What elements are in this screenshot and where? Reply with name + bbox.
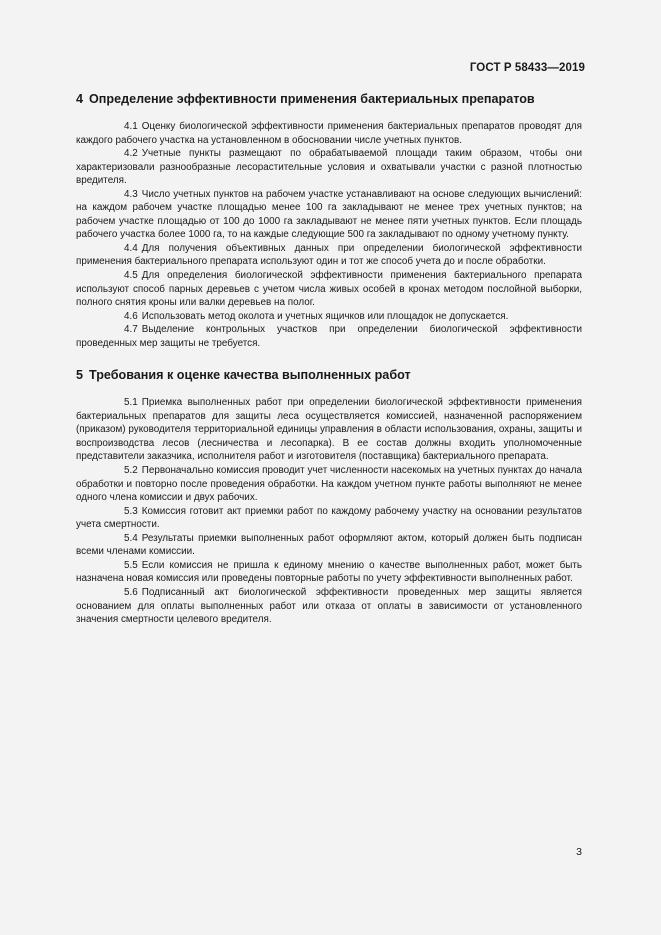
paragraph-text: Использовать метод околота и учетных ящичков или площадок не допускается.	[141, 310, 509, 322]
paragraph-5-3	[76, 505, 582, 532]
section-4	[76, 92, 582, 350]
paragraph-5-6	[76, 586, 582, 627]
paragraph-4-3	[76, 188, 582, 242]
section-title	[76, 368, 582, 382]
paragraph-text: Если комиссия не пришла к единому мнению о качестве выполненных работ, может быть назначена новая комиссия или проведены повторные работы по учету эффективности выполненных работ.	[76, 559, 582, 585]
paragraph-number: 5.3	[124, 505, 138, 517]
document-body	[76, 92, 582, 645]
paragraph-4-6	[76, 310, 582, 324]
paragraph-5-2	[76, 464, 582, 505]
paragraph-number: 5.5	[124, 559, 138, 571]
paragraph-number: 4.4	[124, 242, 138, 254]
section-number: 4	[76, 92, 84, 106]
paragraph-4-2	[76, 147, 582, 188]
section-number: 5	[76, 368, 84, 383]
paragraph-number: 5.6	[124, 586, 138, 598]
paragraph-text: Для получения объективных данных при определении биологической эффективности применения бактериального препарата используют один и тот же способ учета до и после обработки.	[76, 242, 582, 268]
paragraph-4-7	[76, 323, 582, 350]
paragraph-5-5	[76, 559, 582, 586]
paragraph-text: Число учетных пунктов на рабочем участке устанавливают на основе следующих вычислений: на каждом рабочем участке площадью менее 100 га закладывают не менее трех учетных пунктов; на рабочем участке площадью от 100 до 1000 га закладывают не менее пяти учетных пунктов. Если площадь рабочего участка более 1000 га, то на каждые следующие 500 га закладывают по одному учетному пункту.	[76, 188, 582, 241]
paragraph-text: Учетные пункты размещают по обрабатываемой площади таким образом, чтобы они характеризовали разнообразные лесорастительные условия и охватывали участки с разной плотностью вредителя.	[76, 148, 582, 187]
document-standard-header: ГОСТ Р 58433—2019	[469, 62, 585, 74]
paragraph-number: 5.1	[124, 397, 138, 409]
paragraph-number: 4.3	[124, 188, 138, 200]
section-title	[76, 92, 582, 106]
paragraph-number: 5.2	[124, 465, 138, 477]
page-number: 3	[576, 846, 582, 858]
paragraph-text: Результаты приемки выполненных работ оформляют актом, который должен быть подписан всеми членами комиссии.	[76, 532, 582, 558]
paragraph-4-1	[76, 120, 582, 147]
paragraph-number: 4.2	[124, 148, 138, 160]
paragraph-text: Комиссия готовит акт приемки работ по каждому рабочему участку на основании результатов учета смертности.	[76, 505, 582, 531]
paragraph-text: Для определения биологической эффективности применения бактериального препарата используют способ парных деревьев с учетом числа живых особей в кронах методом послойной выборки, полного снятия кроны или валки деревьев на полог.	[76, 270, 582, 309]
paragraph-number: 4.5	[124, 270, 138, 282]
section-5	[76, 368, 582, 626]
paragraph-5-4	[76, 532, 582, 559]
sections-container	[76, 92, 582, 627]
section-title-text: Требования к оценке качества выполненных работ	[89, 368, 411, 383]
paragraph-text: Выделение контрольных участков при определении биологической эффективности проведенных мер защиты не требуется.	[76, 324, 582, 349]
paragraph-4-4	[76, 242, 582, 269]
paragraph-number: 4.6	[124, 310, 138, 322]
paragraph-5-1	[76, 396, 582, 464]
paragraph-text: Подписанный акт биологической эффективности проведенных мер защиты является основанием для оплаты выполненных работ или отказа от оплаты в зависимости от установленного значения смертности целевого вредителя.	[76, 586, 582, 626]
paragraph-text: Приемка выполненных работ при определении биологической эффективности применения бактериальных препаратов для защиты леса осуществляется комиссией, назначенной распоряжением (приказом) руководителя территориальной единицы управления в области использования, охраны, защиты и воспроизводства лесов (лесничества и лесопарка). В ее состав должны входить уполномоченные представители заказчика, исполнителя работ и изготовителя (поставщика) бактериального препарата.	[76, 397, 582, 463]
paragraph-number: 4.7	[124, 324, 138, 336]
paragraph-4-5	[76, 269, 582, 310]
section-title-text: Определение эффективности применения бактериальных препаратов	[89, 92, 535, 106]
paragraph-number: 5.4	[124, 532, 138, 544]
paragraph-text: Первоначально комиссия проводит учет численности насекомых на учетных пунктах до начала обработки и повторно после проведения обработки. На каждом учетном пункте работы выполняют не менее одного члена комиссии и двух рабочих.	[76, 465, 582, 504]
paragraph-number: 4.1	[124, 121, 138, 132]
paragraph-text: Оценку биологической эффективности применения бактериальных препаратов проводят для каждого рабочего участка на установленном в обосновании числе учетных пунктов.	[76, 121, 582, 146]
